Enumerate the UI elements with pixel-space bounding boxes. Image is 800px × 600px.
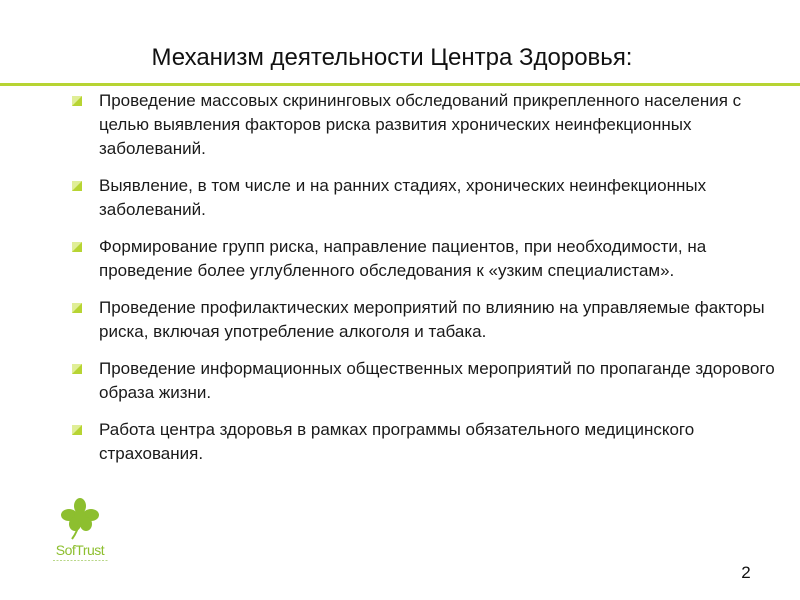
bullet-text: Проведение профилактических мероприятий по влиянию на управляемые факторы риска, включая употребление алкоголя и табака. [99,298,765,341]
logo-tagline-mark [53,559,109,562]
bullet-list [70,89,790,479]
bullet-item [70,235,790,283]
logo-wordmark: SofTrust [55,542,105,558]
green-square-bullet-icon [72,364,82,374]
green-square-bullet-icon [72,181,82,191]
bullet-item [70,174,790,222]
green-square-bullet-icon [72,425,82,435]
bullet-text: Работа центра здоровья в рамках программы обязательного медицинского страхования. [99,420,695,463]
bullet-item [70,357,790,405]
green-square-bullet-icon [72,96,82,106]
bullet-text: Проведение массовых скрининговых обследований прикрепленного населения с целью выявления факторов риска развития хронических неинфекционных заболеваний. [99,91,742,158]
bullet-text: Выявление, в том числе и на ранних стадиях, хронических неинфекционных заболеваний. [99,176,707,219]
softrust-logo [45,498,117,568]
bullet-item [70,418,790,466]
title-divider [0,83,800,86]
green-square-bullet-icon [72,242,82,252]
clover-icon [45,498,117,542]
bullet-item [70,89,790,161]
slide-title: Механизм деятельности Центра Здоровья: [151,44,633,71]
page-number: 2 [741,563,751,582]
green-square-bullet-icon [72,303,82,313]
bullet-item [70,296,790,344]
bullet-text: Формирование групп риска, направление пациентов, при необходимости, на проведение более углубленного обследования к «узким специалистам». [99,237,707,280]
bullet-text: Проведение информационных общественных мероприятий по пропаганде здорового образа жизни. [99,359,775,402]
